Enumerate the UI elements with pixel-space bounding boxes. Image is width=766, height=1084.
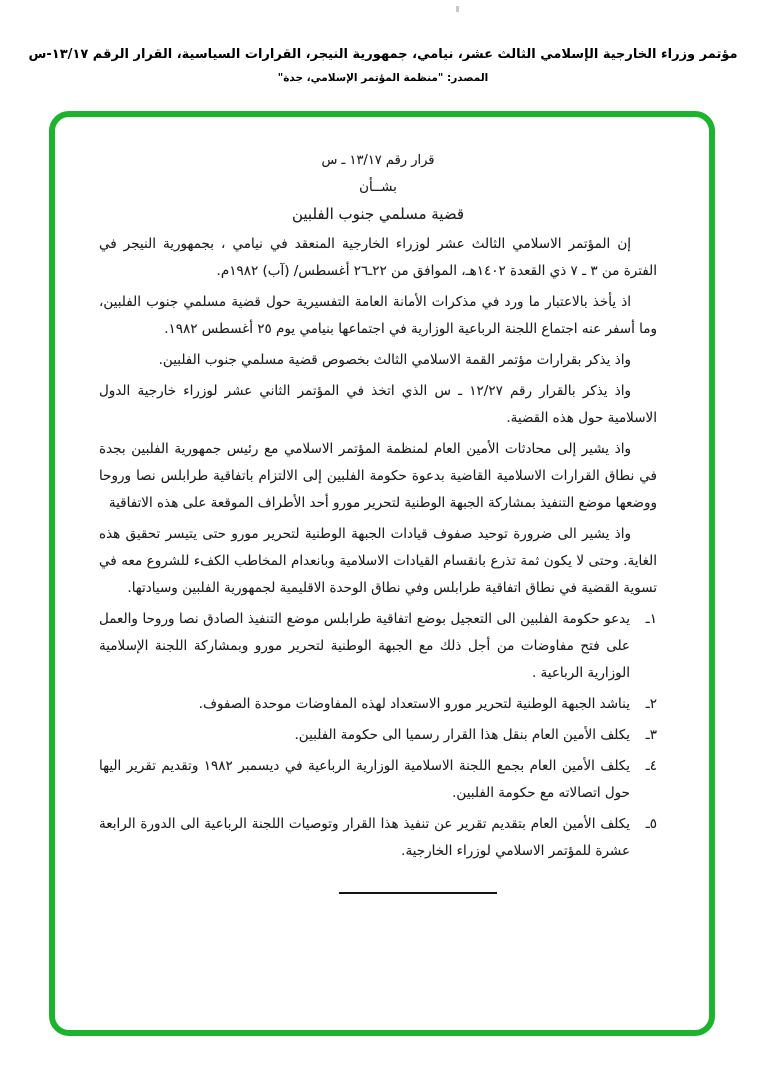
list-item [99, 722, 657, 749]
item-text: يكلف الأمين العام بجمع اللجنة الاسلامية الوزارية الرباعية في ديسمبر ١٩٨٢ وتقديم تقرير اليها حول اتصالاته مع حكومة الفلبين. [99, 758, 630, 801]
list-item [99, 811, 657, 865]
item-text: يكلف الأمين العام بنقل هذا القرار رسميا الى حكومة الفلبين. [294, 727, 630, 743]
resolution-number: قرار رقم ١٣/١٧ ـ س [321, 153, 435, 168]
resolution-document [55, 117, 709, 1030]
item-number: ٤ـ [645, 758, 657, 774]
end-of-resolution-divider [339, 892, 497, 894]
header-title: مؤتمر وزراء الخارجية الإسلامي الثالث عشر، نيامي، جمهورية النيجر، القرارات السياسية، القرار الرقم ١٣/١٧-س [28, 47, 738, 62]
item-text: يناشد الجبهة الوطنية لتحرير مورو الاستعداد لهذه المفاوضات موحدة الصفوف. [198, 696, 630, 712]
item-number: ١ـ [645, 611, 657, 627]
green-border-frame [49, 111, 715, 1036]
resolution-subject: قضية مسلمي جنوب الفلبين [291, 205, 465, 223]
paragraph-considering: اذ يأخذ بالاعتبار ما ورد في مذكرات الأمانة العامة التفسيرية حول قضية مسلمي جنوب الفلبين، وما أسفر عنه اجتماع اللجنة الرباعية الوزارية في اجتماعها بنيامي يوم ٢٥ أغسطس ١٩٨٢. [99, 294, 657, 337]
paragraph-unity-need: واذ يشير الى ضرورة توحيد صفوف قيادات الجبهة الوطنية لتحرير مورو حتى يتيسر تحقيق هذه الغاية. وحتى لا يكون ثمة تذرع بانقسام القيادات الاسلامية وبانعدام المخاطب الكفء للشروع معه في تسوية القضية في نطاق اتفاقية طرابلس وفي نطاق الوحدة الاقليمية لجمهورية الفلبين وسيادتها. [99, 526, 657, 596]
item-number: ٢ـ [645, 696, 657, 712]
list-item [99, 753, 657, 807]
item-text: يدعو حكومة الفلبين الى التعجيل بوضع اتفاقية طرابلس موضع التنفيذ الصادق نصا وروحا والعمل على فتح مفاوضات من أجل ذلك مع الجبهة الوطنية لتحرير مورو وبمشاركة اللجنة الإسلامية الوزارية الرباعية . [99, 611, 630, 681]
paragraph-preamble: إن المؤتمر الاسلامي الثالث عشر لوزراء الخارجية المنعقد في نيامي ، بجمهورية النيجر في الفترة من ٣ ـ ٧ ذي القعدة ١٤٠٢هـ، الموافق من ٢٢ـ٢٦ أغسطس/ (آب) ١٩٨٢م. [99, 236, 657, 279]
header-source: المصدر: "منظمة المؤتمر الإسلامي، جدة" [277, 72, 489, 84]
scan-speck [456, 6, 459, 12]
list-item [99, 691, 657, 718]
resolution-regarding: بشــأن [359, 179, 397, 195]
item-number: ٣ـ [645, 727, 657, 743]
resolution-title-block [99, 147, 657, 228]
paragraph-referring-talks: واذ يشير إلى محادثات الأمين العام لمنظمة المؤتمر الاسلامي مع رئيس جمهورية الفلبين بجدة في نطاق القرارات الاسلامية القاضية بدعوة حكومة الفلبين إلى الالتزام باتفاقية طرابلس نصا وروحا ووضعها موضع التنفيذ بمشاركة الجبهة الوطنية لتحرير مورو أحد الأطراف الموقعة على هذه الاتفاقية [99, 441, 657, 511]
document-header [0, 47, 766, 84]
paragraph-recalling-resolution: واذ يذكر بالقرار رقم ١٢/٢٧ ـ س الذي اتخذ في المؤتمر الثاني عشر لوزراء خارجية الدول الاسلامية حول هذه القضية. [99, 383, 657, 426]
item-number: ٥ـ [645, 816, 657, 832]
list-item [99, 606, 657, 687]
item-text: يكلف الأمين العام بتقديم تقرير عن تنفيذ هذا القرار وتوصيات اللجنة الرباعية الى الدورة الرابعة عشرة للمؤتمر الاسلامي لوزراء الخارجية. [99, 816, 630, 859]
paragraph-recalling-summit: واذ يذكر بقرارات مؤتمر القمة الاسلامي الثالث بخصوص قضية مسلمي جنوب الفلبين. [158, 352, 631, 368]
